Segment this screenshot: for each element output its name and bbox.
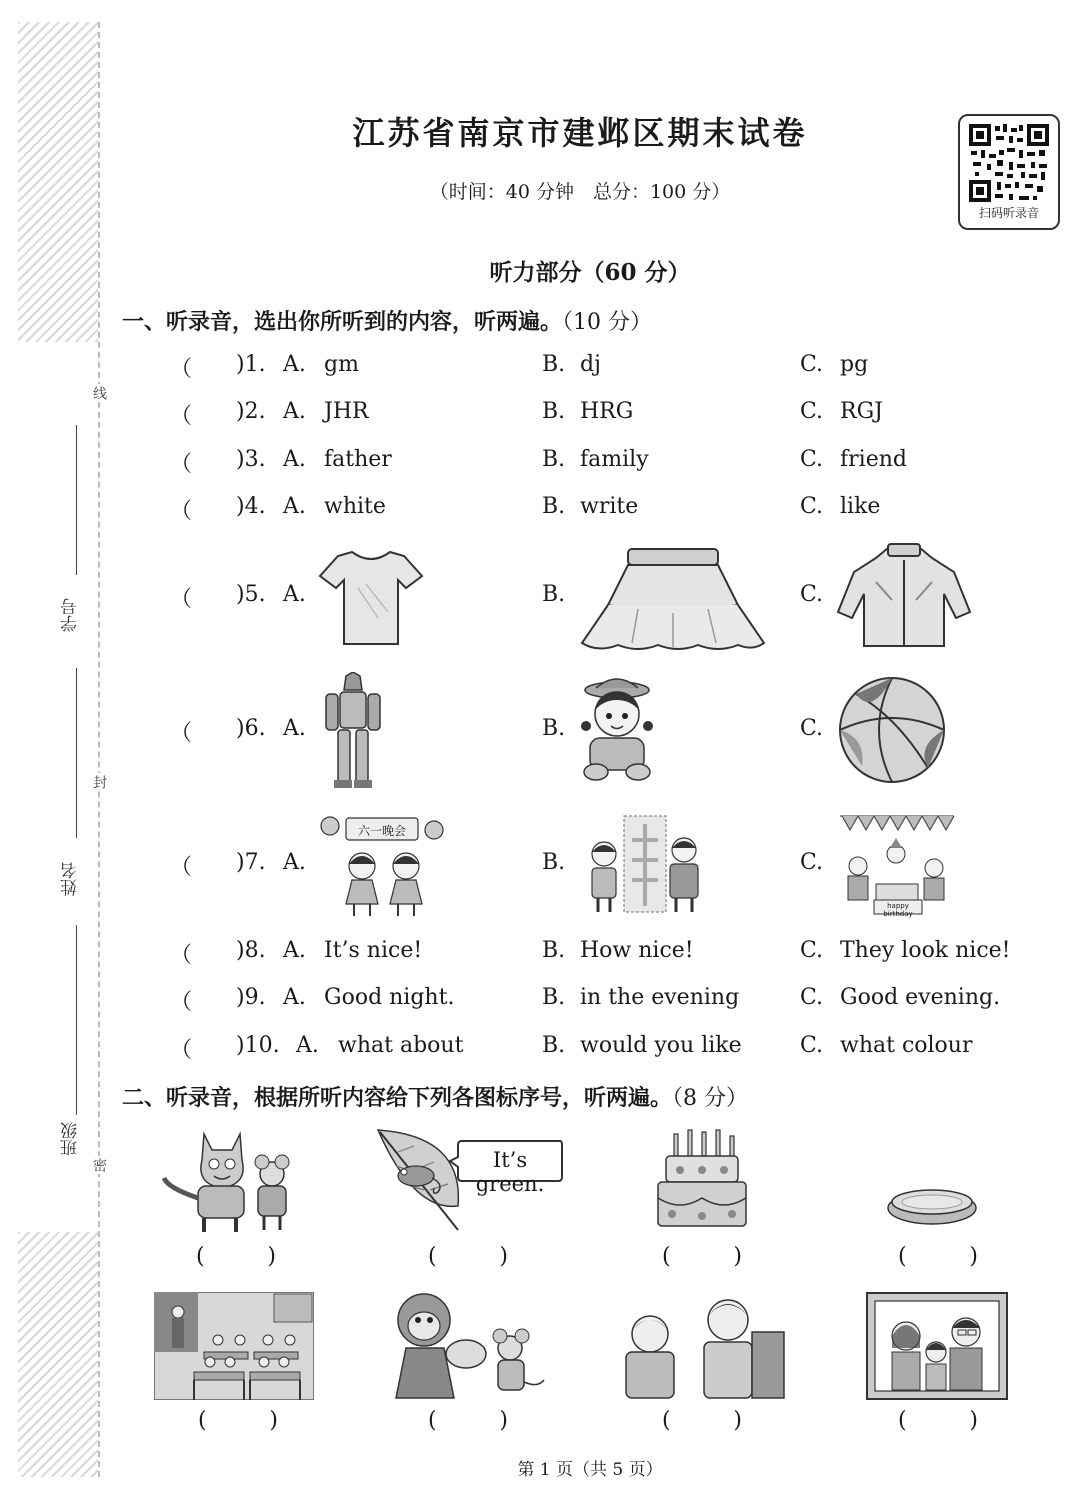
option-label-b: B. <box>542 850 566 875</box>
answer-blank[interactable]: （ <box>170 452 193 477</box>
question-number: )3. <box>236 447 266 472</box>
paren-close: ) <box>269 1408 278 1433</box>
paren-open: ( <box>662 1408 671 1433</box>
exam-subtitle: （时间：40 分钟 总分：100 分） <box>429 181 731 203</box>
childrens-day-party-picture[interactable] <box>320 812 444 918</box>
option-b: dj <box>580 352 601 377</box>
part2-title: 二、听录音，根据所听内容给下列各图标序号，听两遍。 <box>122 1086 673 1111</box>
margin-mark-secret: 密 <box>91 1158 107 1172</box>
option-label-b: B. <box>542 582 566 607</box>
option-label-a: A. <box>283 850 306 875</box>
classroom-icon[interactable] <box>154 1292 314 1400</box>
birthday-party-picture[interactable] <box>838 810 956 918</box>
answer-blank-pic-1[interactable] <box>196 1244 276 1269</box>
birthday-cake-text: happy birthday <box>883 902 913 918</box>
answer-blank[interactable]: （ <box>170 404 193 429</box>
option-b: write <box>580 494 639 519</box>
answer-blank-pic-7[interactable] <box>662 1408 742 1433</box>
paren-open: ( <box>898 1408 907 1433</box>
option-c: friend <box>840 447 907 472</box>
tshirt-icon[interactable] <box>318 548 424 648</box>
family-photo-icon[interactable] <box>866 1292 1008 1400</box>
section-title: 听力部分（60 分） <box>489 259 691 286</box>
part1-heading <box>122 305 652 336</box>
option-label-c: C. <box>800 582 824 607</box>
answer-blank[interactable]: （ <box>170 943 193 968</box>
option-c: like <box>840 494 881 519</box>
question-row <box>0 352 1080 392</box>
monkey-and-mouse-icon[interactable] <box>388 1290 548 1400</box>
question-row <box>0 985 1080 1025</box>
option-label-a: A. <box>283 938 306 963</box>
two-boys-talking-icon[interactable] <box>620 1290 786 1400</box>
option-a: white <box>324 494 386 519</box>
qr-caption: 扫码听录音 <box>978 206 1039 220</box>
party-banner-text: 六一晚会 <box>357 824 406 838</box>
jacket-icon[interactable] <box>836 542 974 652</box>
doll-icon[interactable] <box>574 676 660 782</box>
option-label-b: B. <box>542 985 566 1010</box>
class-label: 班级 <box>61 1122 81 1156</box>
option-label-c: C. <box>800 716 824 741</box>
answer-blank[interactable]: （ <box>170 1038 193 1063</box>
paren-close: ) <box>969 1408 978 1433</box>
student-id-label: 学号 <box>61 598 81 632</box>
paren-close: ) <box>267 1244 276 1269</box>
question-number: )10. <box>236 1033 280 1058</box>
option-c: Good evening. <box>840 985 1001 1010</box>
part1-points: （10 分） <box>562 310 653 335</box>
paren-close: ) <box>499 1408 508 1433</box>
option-label-b: B. <box>542 447 566 472</box>
paren-open: ( <box>898 1244 907 1269</box>
option-b: HRG <box>580 399 634 424</box>
answer-blank[interactable]: （ <box>170 990 193 1015</box>
option-label-c: C. <box>800 985 824 1010</box>
answer-blank[interactable]: （ <box>170 357 193 382</box>
cat-and-mouse-icon[interactable] <box>158 1128 306 1234</box>
part1-title: 一、听录音，选出你所听到的内容，听两遍。 <box>122 310 563 335</box>
option-c: RGJ <box>840 399 883 424</box>
paren-open: ( <box>196 1244 205 1269</box>
option-a: what about <box>338 1033 464 1058</box>
option-b: would you like <box>580 1033 742 1058</box>
option-label-a: A. <box>296 1033 319 1058</box>
option-label-c: C. <box>800 447 824 472</box>
option-label-a: A. <box>283 716 306 741</box>
option-a: gm <box>324 352 359 377</box>
question-row <box>0 938 1080 978</box>
option-a: father <box>324 447 392 472</box>
option-b: family <box>580 447 649 472</box>
paren-close: ) <box>733 1408 742 1433</box>
name-label: 姓名 <box>61 862 81 896</box>
answer-blank-pic-6[interactable] <box>428 1408 508 1433</box>
question-number: )8. <box>236 938 266 963</box>
exam-title: 江苏省南京市建邺区期末试卷 <box>352 114 808 152</box>
option-a: JHR <box>324 399 369 424</box>
option-label-a: A. <box>283 399 306 424</box>
option-label-b: B. <box>542 938 566 963</box>
option-label-c: C. <box>800 352 824 377</box>
option-label-b: B. <box>542 494 566 519</box>
option-c: They look nice! <box>840 938 1011 963</box>
option-label-c: C. <box>800 850 824 875</box>
birthday-cake-icon[interactable] <box>652 1128 752 1232</box>
speech-bubble-text: It’s green. <box>475 1148 545 1196</box>
paren-open: ( <box>428 1244 437 1269</box>
answer-blank-pic-2[interactable] <box>428 1244 508 1269</box>
option-a: Good night. <box>324 985 455 1010</box>
answer-blank[interactable]: （ <box>170 855 193 880</box>
paren-open: ( <box>662 1244 671 1269</box>
option-c: what colour <box>840 1033 973 1058</box>
answer-blank[interactable]: （ <box>170 499 193 524</box>
option-label-b: B. <box>542 352 566 377</box>
option-label-a: A. <box>283 582 306 607</box>
skirt-icon[interactable] <box>578 545 768 653</box>
option-label-b: B. <box>542 1033 566 1058</box>
option-b: How nice! <box>580 938 694 963</box>
option-label-c: C. <box>800 1033 824 1058</box>
option-c: pg <box>840 352 869 377</box>
question-number: )9. <box>236 985 266 1010</box>
spring-festival-picture[interactable] <box>576 810 714 918</box>
option-label-a: A. <box>283 985 306 1010</box>
part2-heading <box>122 1081 748 1112</box>
paren-close: ) <box>969 1244 978 1269</box>
paren-open: ( <box>428 1408 437 1433</box>
pie-icon[interactable] <box>886 1184 978 1228</box>
answer-blank-pic-5[interactable] <box>198 1408 278 1433</box>
ball-icon[interactable] <box>836 676 948 784</box>
margin-mark-seal: 封 <box>91 775 107 789</box>
question-row <box>0 1033 1080 1073</box>
qr-code-icon <box>969 124 1049 202</box>
question-number: )6. <box>236 716 266 741</box>
margin-hatch-bottom <box>18 1232 98 1477</box>
option-label-a: A. <box>283 352 306 377</box>
qr-code-box[interactable] <box>958 114 1060 230</box>
question-number: )1. <box>236 352 266 377</box>
answer-blank-pic-8[interactable] <box>898 1408 978 1433</box>
question-row <box>0 494 1080 534</box>
option-label-c: C. <box>800 938 824 963</box>
question-number: )5. <box>236 582 266 607</box>
question-number: )4. <box>236 494 266 519</box>
question-row <box>0 399 1080 439</box>
option-label-a: A. <box>283 447 306 472</box>
paren-close: ) <box>499 1244 508 1269</box>
answer-blank[interactable]: （ <box>170 721 193 746</box>
option-b: in the evening <box>580 985 740 1010</box>
answer-blank-pic-4[interactable] <box>898 1244 978 1269</box>
option-label-c: C. <box>800 494 824 519</box>
paren-open: ( <box>198 1408 207 1433</box>
option-label-a: A. <box>283 494 306 519</box>
paren-close: ) <box>733 1244 742 1269</box>
margin-mark-line: 线 <box>91 386 107 400</box>
option-label-b: B. <box>542 716 566 741</box>
option-label-b: B. <box>542 399 566 424</box>
part2-points: （8 分） <box>672 1086 749 1111</box>
answer-blank-pic-3[interactable] <box>662 1244 742 1269</box>
question-number: )2. <box>236 399 266 424</box>
robot-icon[interactable] <box>320 672 386 790</box>
page-footer: 第 1 页（共 5 页） <box>517 1460 663 1480</box>
option-a: It’s nice! <box>324 938 423 963</box>
option-label-c: C. <box>800 399 824 424</box>
answer-blank[interactable]: （ <box>170 587 193 612</box>
question-number: )7. <box>236 850 266 875</box>
question-row <box>0 447 1080 487</box>
